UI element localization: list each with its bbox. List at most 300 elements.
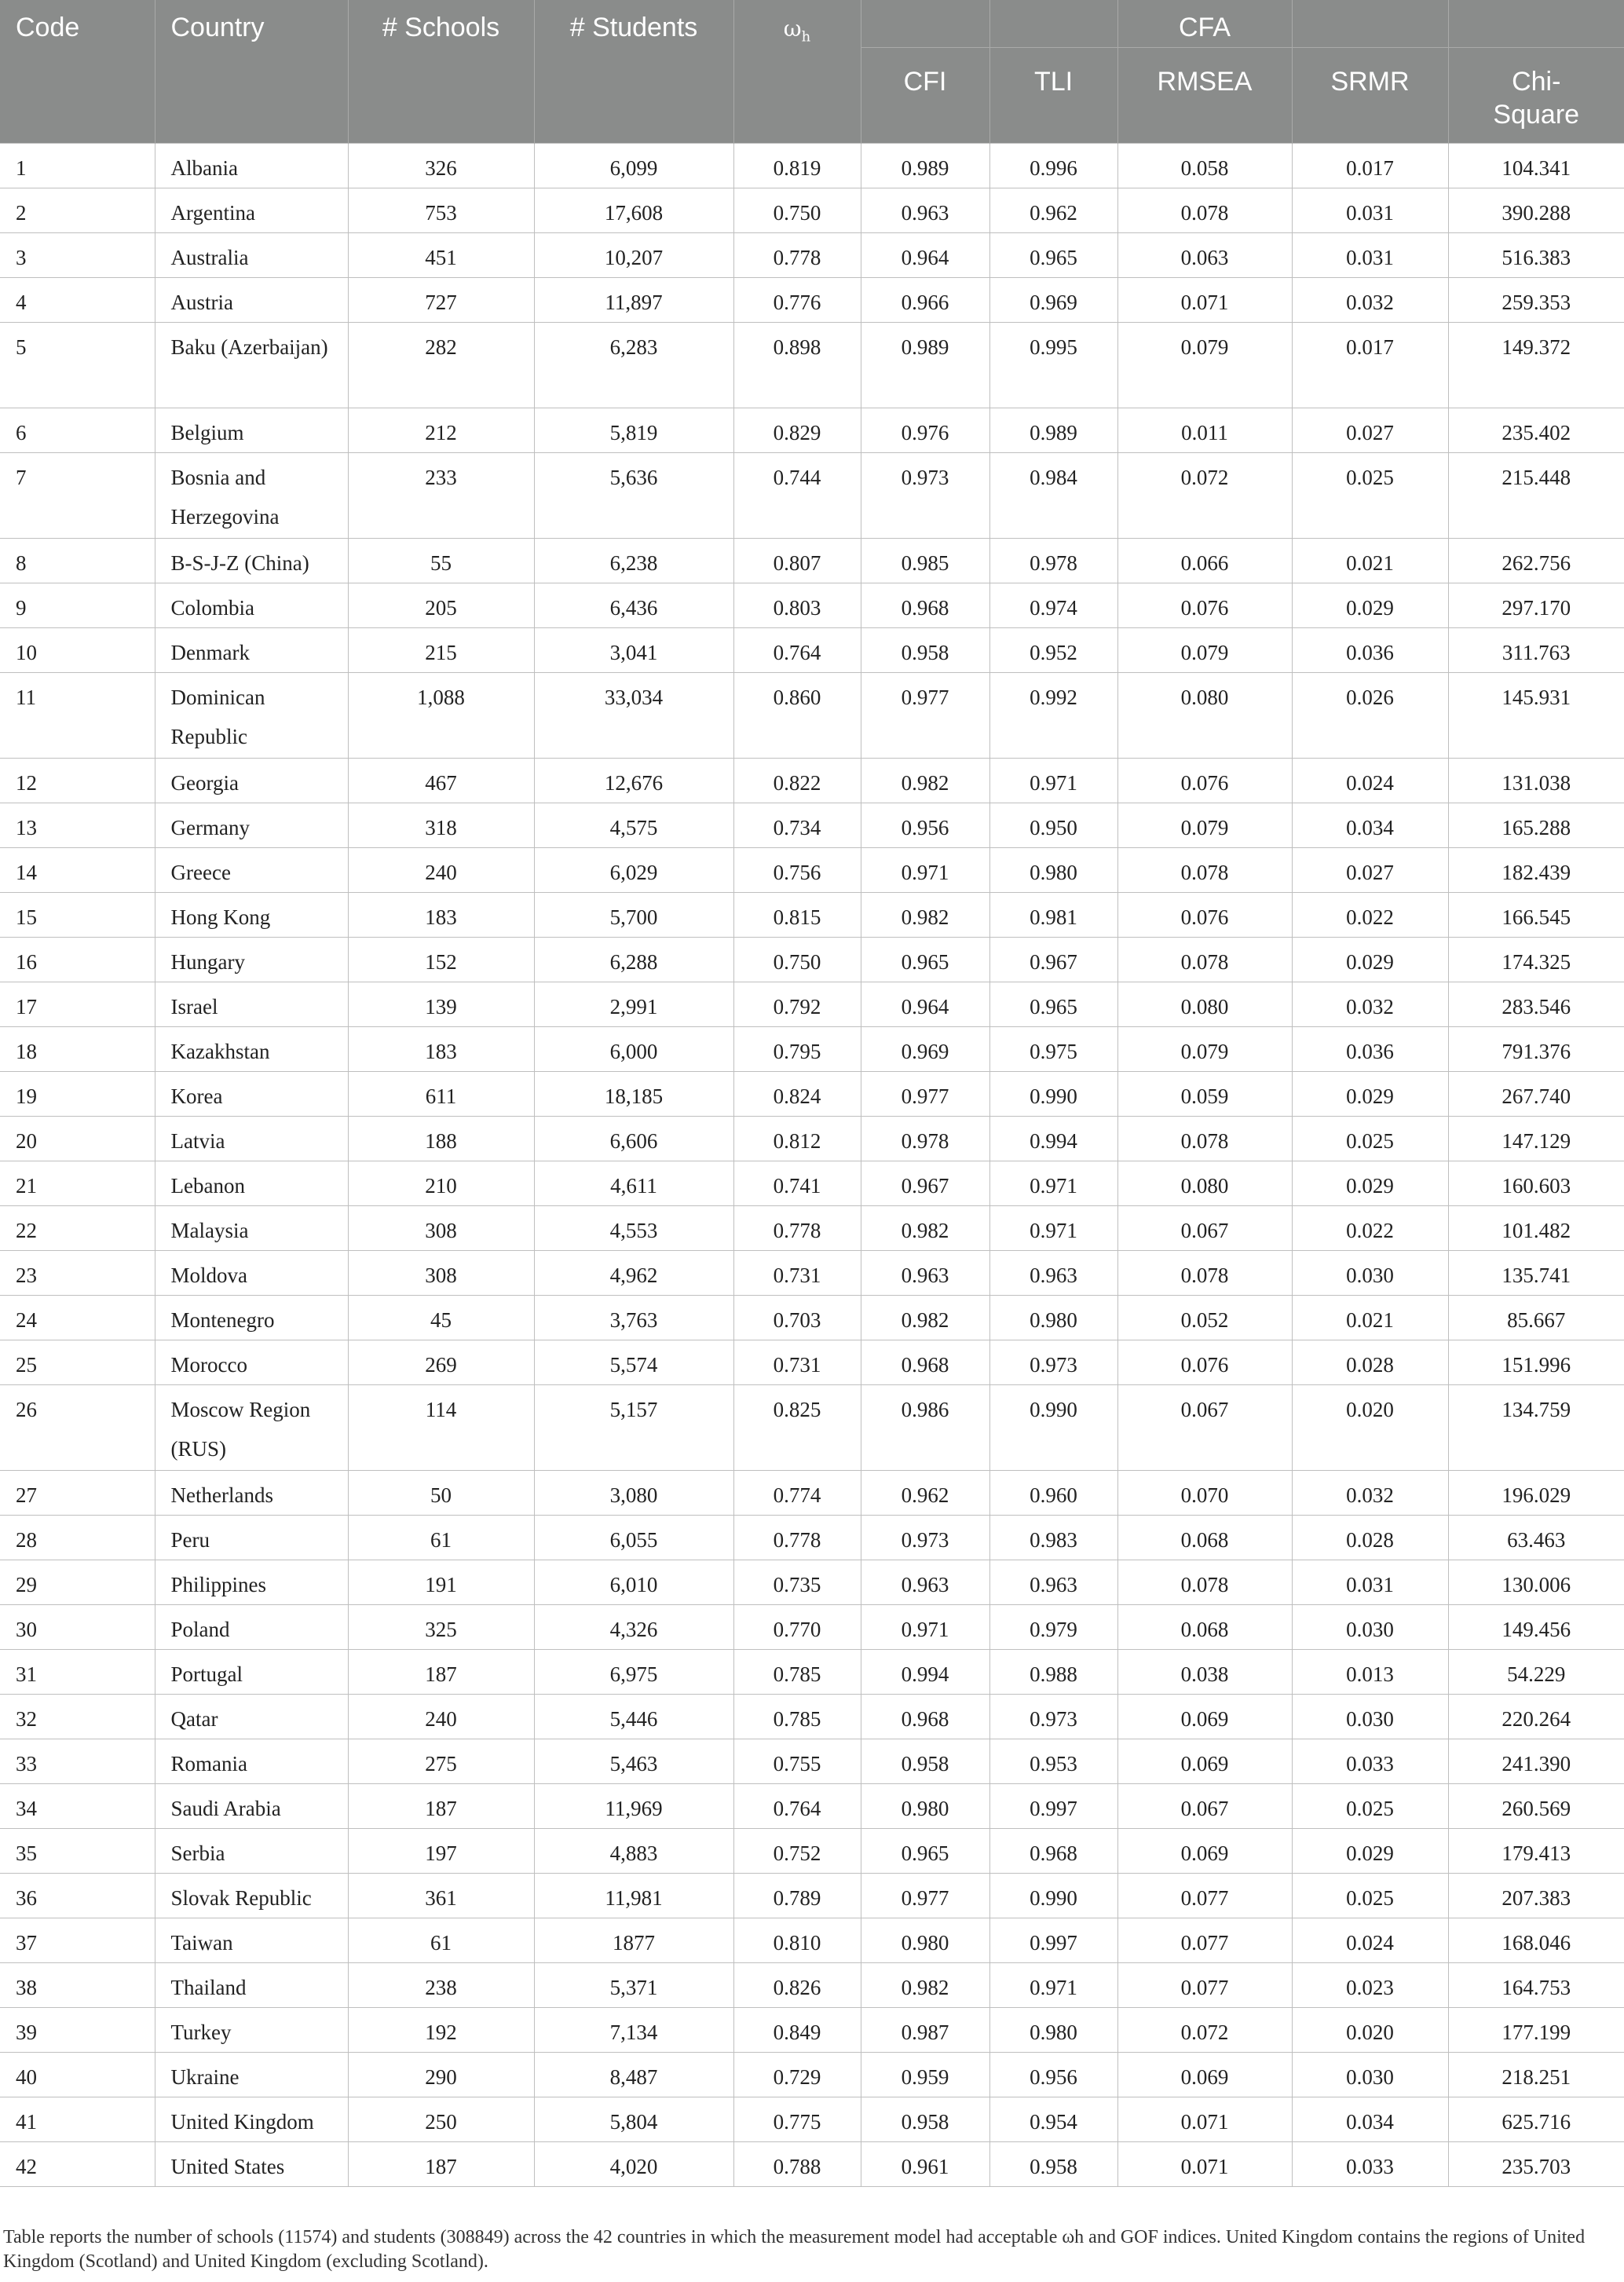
cell-chi-square: 134.759 [1448,1384,1624,1470]
cell-rmsea: 0.078 [1117,1116,1292,1161]
cell-country: Thailand [155,1962,348,2007]
cell-country: Netherlands [155,1470,348,1515]
cell-tli: 0.963 [989,1560,1117,1604]
cell-cfi: 0.989 [861,143,989,188]
cell-rmsea: 0.079 [1117,627,1292,672]
cell-cfi: 0.962 [861,1470,989,1515]
cell-srmr: 0.029 [1292,1071,1448,1116]
table-row [0,1384,1624,1470]
cell-cfi: 0.971 [861,1604,989,1649]
cell-omega: 0.815 [733,892,861,937]
cell-srmr: 0.029 [1292,937,1448,982]
cell-rmsea: 0.072 [1117,452,1292,538]
cell-cfi: 0.961 [861,2141,989,2186]
cell-chi-square: 218.251 [1448,2052,1624,2097]
cell-tli: 0.967 [989,937,1117,982]
cell-omega: 0.860 [733,672,861,758]
cell-srmr: 0.030 [1292,2052,1448,2097]
cell-country: Ukraine [155,2052,348,2097]
cell-cfi: 0.963 [861,1250,989,1295]
cell-students: 5,463 [534,1739,733,1783]
cell-srmr: 0.036 [1292,627,1448,672]
cell-code: 24 [0,1295,155,1340]
cell-country: Colombia [155,583,348,627]
cell-cfi: 0.964 [861,232,989,277]
cell-rmsea: 0.077 [1117,1918,1292,1962]
table-row [0,1205,1624,1250]
cell-rmsea: 0.058 [1117,143,1292,188]
cell-chi-square: 85.667 [1448,1295,1624,1340]
cell-srmr: 0.013 [1292,1649,1448,1694]
cell-omega: 0.825 [733,1384,861,1470]
cell-code: 4 [0,277,155,322]
table-row [0,758,1624,803]
header-chi-square [1448,47,1624,143]
cell-omega: 0.776 [733,277,861,322]
cell-chi-square: 165.288 [1448,803,1624,847]
cell-schools: 55 [348,538,534,583]
cell-srmr: 0.027 [1292,847,1448,892]
cell-srmr: 0.032 [1292,277,1448,322]
cell-schools: 210 [348,1161,534,1205]
cell-cfi: 0.985 [861,538,989,583]
cell-cfi: 0.963 [861,188,989,232]
cell-chi-square: 235.703 [1448,2141,1624,2186]
table-body [0,143,1624,2186]
table-row [0,1694,1624,1739]
header-chi-line1: Chi- [1512,66,1561,97]
cell-chi-square: 283.546 [1448,982,1624,1026]
cell-rmsea: 0.078 [1117,188,1292,232]
cell-students: 12,676 [534,758,733,803]
cell-srmr: 0.030 [1292,1604,1448,1649]
cell-srmr: 0.030 [1292,1694,1448,1739]
cell-omega: 0.812 [733,1116,861,1161]
cell-cfi: 0.977 [861,1071,989,1116]
cell-rmsea: 0.069 [1117,1828,1292,1873]
cell-students: 6,099 [534,143,733,188]
cell-srmr: 0.031 [1292,188,1448,232]
cell-schools: 139 [348,982,534,1026]
cell-country: Portugal [155,1649,348,1694]
cell-country: United States [155,2141,348,2186]
omega-subscript: h [801,28,811,46]
header-rmsea: RMSEA [1117,47,1292,143]
cell-students: 6,436 [534,583,733,627]
cell-omega: 0.755 [733,1739,861,1783]
table-row [0,1161,1624,1205]
header-cfi-spacer [861,0,989,47]
cell-tli: 0.971 [989,1161,1117,1205]
cell-chi-square: 164.753 [1448,1962,1624,2007]
table-row [0,1116,1624,1161]
table-row [0,1783,1624,1828]
cell-schools: 191 [348,1560,534,1604]
cell-tli: 0.971 [989,1205,1117,1250]
cell-schools: 50 [348,1470,534,1515]
cell-code: 40 [0,2052,155,2097]
cell-students: 33,034 [534,672,733,758]
cell-chi-square: 104.341 [1448,143,1624,188]
cell-chi-square: 297.170 [1448,583,1624,627]
cell-tli: 0.960 [989,1470,1117,1515]
cell-students: 10,207 [534,232,733,277]
cell-chi-square: 131.038 [1448,758,1624,803]
cell-cfi: 0.959 [861,2052,989,2097]
cell-rmsea: 0.011 [1117,408,1292,452]
cell-country: Georgia [155,758,348,803]
cell-students: 6,000 [534,1026,733,1071]
cell-rmsea: 0.078 [1117,1560,1292,1604]
cell-chi-square: 390.288 [1448,188,1624,232]
header-srmr: SRMR [1292,47,1448,143]
cell-chi-square: 791.376 [1448,1026,1624,1071]
table-row [0,982,1624,1026]
cell-code: 39 [0,2007,155,2052]
cell-schools: 727 [348,277,534,322]
cell-omega: 0.898 [733,322,861,408]
cell-srmr: 0.022 [1292,892,1448,937]
cell-country: Romania [155,1739,348,1783]
cell-tli: 0.990 [989,1384,1117,1470]
cell-students: 6,029 [534,847,733,892]
cell-code: 18 [0,1026,155,1071]
cell-omega: 0.792 [733,982,861,1026]
cell-tli: 0.989 [989,408,1117,452]
cell-chi-square: 151.996 [1448,1340,1624,1384]
header-omega [733,0,861,143]
cell-schools: 152 [348,937,534,982]
cell-students: 4,883 [534,1828,733,1873]
cell-rmsea: 0.071 [1117,277,1292,322]
cell-code: 36 [0,1873,155,1918]
cell-students: 4,553 [534,1205,733,1250]
cell-rmsea: 0.070 [1117,1470,1292,1515]
cell-tli: 0.956 [989,2052,1117,2097]
cell-country: Hungary [155,937,348,982]
cell-schools: 240 [348,847,534,892]
cell-code: 37 [0,1918,155,1962]
cell-tli: 0.979 [989,1604,1117,1649]
cell-tli: 0.990 [989,1873,1117,1918]
cell-code: 2 [0,188,155,232]
header-chi-line2: Square [1493,99,1580,130]
table-row [0,1739,1624,1783]
cell-cfi: 0.980 [861,1918,989,1962]
cell-omega: 0.731 [733,1250,861,1295]
cell-tli: 0.990 [989,1071,1117,1116]
cell-schools: 467 [348,758,534,803]
cell-code: 17 [0,982,155,1026]
cell-schools: 238 [348,1962,534,2007]
cell-tli: 0.950 [989,803,1117,847]
cell-chi-square: 149.372 [1448,322,1624,408]
cell-country: Latvia [155,1116,348,1161]
cell-chi-square: 625.716 [1448,2097,1624,2141]
table-row [0,277,1624,322]
cell-srmr: 0.034 [1292,803,1448,847]
cell-tli: 0.983 [989,1515,1117,1560]
table-row [0,322,1624,408]
cell-rmsea: 0.078 [1117,1250,1292,1295]
cell-srmr: 0.031 [1292,1560,1448,1604]
cell-srmr: 0.029 [1292,583,1448,627]
cell-code: 6 [0,408,155,452]
cell-country: Qatar [155,1694,348,1739]
cell-code: 26 [0,1384,155,1470]
cell-code: 22 [0,1205,155,1250]
cell-omega: 0.752 [733,1828,861,1873]
cell-chi-square: 235.402 [1448,408,1624,452]
cell-srmr: 0.026 [1292,672,1448,758]
cell-omega: 0.789 [733,1873,861,1918]
cell-cfi: 0.965 [861,937,989,982]
cell-cfi: 0.969 [861,1026,989,1071]
cell-schools: 1,088 [348,672,534,758]
cell-tli: 0.996 [989,143,1117,188]
cell-country: Montenegro [155,1295,348,1340]
table-row [0,188,1624,232]
cell-tli: 0.965 [989,232,1117,277]
cell-tli: 0.997 [989,1783,1117,1828]
cell-omega: 0.750 [733,937,861,982]
cell-cfi: 0.958 [861,2097,989,2141]
cell-country: Australia [155,232,348,277]
cell-chi-square: 130.006 [1448,1560,1624,1604]
cell-code: 5 [0,322,155,408]
cell-cfi: 0.965 [861,1828,989,1873]
cell-students: 17,608 [534,188,733,232]
cell-students: 11,969 [534,1783,733,1828]
cell-schools: 290 [348,2052,534,2097]
cell-chi-square: 262.756 [1448,538,1624,583]
cell-omega: 0.729 [733,2052,861,2097]
cell-students: 6,283 [534,322,733,408]
cell-srmr: 0.024 [1292,1918,1448,1962]
header-code: Code [0,0,155,143]
cell-schools: 308 [348,1250,534,1295]
cell-srmr: 0.025 [1292,1873,1448,1918]
cell-chi-square: 135.741 [1448,1250,1624,1295]
cell-schools: 114 [348,1384,534,1470]
cell-country: Malaysia [155,1205,348,1250]
cell-code: 23 [0,1250,155,1295]
cell-code: 15 [0,892,155,937]
cell-omega: 0.734 [733,803,861,847]
cell-country: Lebanon [155,1161,348,1205]
cell-students: 5,804 [534,2097,733,2141]
cell-country: Moscow Region (RUS) [155,1384,348,1470]
cell-chi-square: 177.199 [1448,2007,1624,2052]
cell-code: 30 [0,1604,155,1649]
cell-rmsea: 0.066 [1117,538,1292,583]
cell-schools: 61 [348,1515,534,1560]
cell-srmr: 0.020 [1292,2007,1448,2052]
cell-omega: 0.778 [733,1515,861,1560]
cell-rmsea: 0.038 [1117,1649,1292,1694]
cell-rmsea: 0.068 [1117,1515,1292,1560]
cell-omega: 0.785 [733,1649,861,1694]
cell-chi-square: 174.325 [1448,937,1624,982]
cell-rmsea: 0.069 [1117,2052,1292,2097]
cell-students: 11,981 [534,1873,733,1918]
cell-schools: 240 [348,1694,534,1739]
cell-code: 16 [0,937,155,982]
cell-students: 5,700 [534,892,733,937]
cell-country: Morocco [155,1340,348,1384]
cell-code: 13 [0,803,155,847]
table-row [0,2141,1624,2186]
cell-cfi: 0.956 [861,803,989,847]
cell-country: Bosnia and Herzegovina [155,452,348,538]
cell-rmsea: 0.079 [1117,803,1292,847]
cell-code: 41 [0,2097,155,2141]
cell-omega: 0.829 [733,408,861,452]
cell-chi-square: 207.383 [1448,1873,1624,1918]
cell-schools: 318 [348,803,534,847]
cell-code: 3 [0,232,155,277]
cell-tli: 0.980 [989,847,1117,892]
cell-chi-square: 54.229 [1448,1649,1624,1694]
cell-tli: 0.952 [989,627,1117,672]
table-row [0,2052,1624,2097]
cell-tli: 0.958 [989,2141,1117,2186]
cell-code: 38 [0,1962,155,2007]
cell-rmsea: 0.076 [1117,583,1292,627]
cell-omega: 0.807 [733,538,861,583]
cell-tli: 0.953 [989,1739,1117,1783]
table-row [0,1873,1624,1918]
cell-students: 6,975 [534,1649,733,1694]
cell-country: Serbia [155,1828,348,1873]
cell-cfi: 0.977 [861,672,989,758]
cell-country: Turkey [155,2007,348,2052]
cell-cfi: 0.986 [861,1384,989,1470]
cell-chi-square: 101.482 [1448,1205,1624,1250]
cell-cfi: 0.973 [861,1515,989,1560]
cell-omega: 0.770 [733,1604,861,1649]
cell-omega: 0.750 [733,188,861,232]
cell-cfi: 0.977 [861,1873,989,1918]
cell-code: 10 [0,627,155,672]
table-row [0,143,1624,188]
cell-students: 6,238 [534,538,733,583]
cell-tli: 0.994 [989,1116,1117,1161]
cell-tli: 0.971 [989,758,1117,803]
cell-omega: 0.764 [733,1783,861,1828]
cell-rmsea: 0.078 [1117,937,1292,982]
cell-schools: 361 [348,1873,534,1918]
cell-rmsea: 0.063 [1117,232,1292,277]
cell-schools: 325 [348,1604,534,1649]
cell-code: 27 [0,1470,155,1515]
cell-code: 25 [0,1340,155,1384]
cell-tli: 0.969 [989,277,1117,322]
cell-omega: 0.731 [733,1340,861,1384]
table-row [0,803,1624,847]
cell-schools: 183 [348,1026,534,1071]
cell-tli: 0.978 [989,538,1117,583]
cell-rmsea: 0.069 [1117,1739,1292,1783]
cell-country: Taiwan [155,1918,348,1962]
cell-students: 5,636 [534,452,733,538]
cell-chi-square: 311.763 [1448,627,1624,672]
cell-country: Albania [155,143,348,188]
cell-code: 9 [0,583,155,627]
cell-chi-square: 145.931 [1448,672,1624,758]
cell-omega: 0.778 [733,1205,861,1250]
cell-schools: 753 [348,188,534,232]
table-row [0,1340,1624,1384]
cell-srmr: 0.025 [1292,1116,1448,1161]
cell-code: 35 [0,1828,155,1873]
cell-srmr: 0.028 [1292,1515,1448,1560]
cell-country: Hong Kong [155,892,348,937]
cell-students: 5,446 [534,1694,733,1739]
table-row [0,583,1624,627]
cell-students: 3,080 [534,1470,733,1515]
cell-omega: 0.744 [733,452,861,538]
cell-rmsea: 0.067 [1117,1205,1292,1250]
cell-country: Korea [155,1071,348,1116]
cell-students: 18,185 [534,1071,733,1116]
table-row [0,1071,1624,1116]
cell-code: 21 [0,1161,155,1205]
cell-chi-square: 267.740 [1448,1071,1624,1116]
cell-code: 14 [0,847,155,892]
cell-cfi: 0.963 [861,1560,989,1604]
table-footnote: Table reports the number of schools (11574) and students (308849) across the 42 countries in which the measurement model had acceptable ωh and GOF indices. United Kingdom contains the regions of United Kingdom (Scotland) and United Kingdom (excluding Scotland). [3,2227,1586,2272]
cell-code: 33 [0,1739,155,1783]
table-header [0,0,1624,143]
cell-students: 6,606 [534,1116,733,1161]
cell-srmr: 0.021 [1292,1295,1448,1340]
cell-tli: 0.995 [989,322,1117,408]
cell-schools: 250 [348,2097,534,2141]
cell-srmr: 0.030 [1292,1250,1448,1295]
cell-tli: 0.963 [989,1250,1117,1295]
cell-chi-square: 63.463 [1448,1515,1624,1560]
cell-chi-square: 516.383 [1448,232,1624,277]
cell-country: Israel [155,982,348,1026]
cell-schools: 192 [348,2007,534,2052]
cell-country: Germany [155,803,348,847]
table-row [0,1918,1624,1962]
cell-country: Austria [155,277,348,322]
cell-cfi: 0.968 [861,1340,989,1384]
table-row [0,672,1624,758]
table-row [0,847,1624,892]
cell-code: 12 [0,758,155,803]
table-row [0,1250,1624,1295]
cell-omega: 0.788 [733,2141,861,2186]
cell-tli: 0.971 [989,1962,1117,2007]
cell-tli: 0.973 [989,1340,1117,1384]
cell-country: Greece [155,847,348,892]
cell-country: United Kingdom [155,2097,348,2141]
header-tli: TLI [989,47,1117,143]
cell-cfi: 0.989 [861,322,989,408]
cell-omega: 0.849 [733,2007,861,2052]
header-chi-spacer [1448,0,1624,47]
cell-code: 28 [0,1515,155,1560]
cell-country: Baku (Azerbaijan) [155,322,348,408]
cell-rmsea: 0.072 [1117,2007,1292,2052]
cell-rmsea: 0.080 [1117,1161,1292,1205]
cell-srmr: 0.032 [1292,982,1448,1026]
cell-rmsea: 0.079 [1117,322,1292,408]
cell-srmr: 0.033 [1292,1739,1448,1783]
